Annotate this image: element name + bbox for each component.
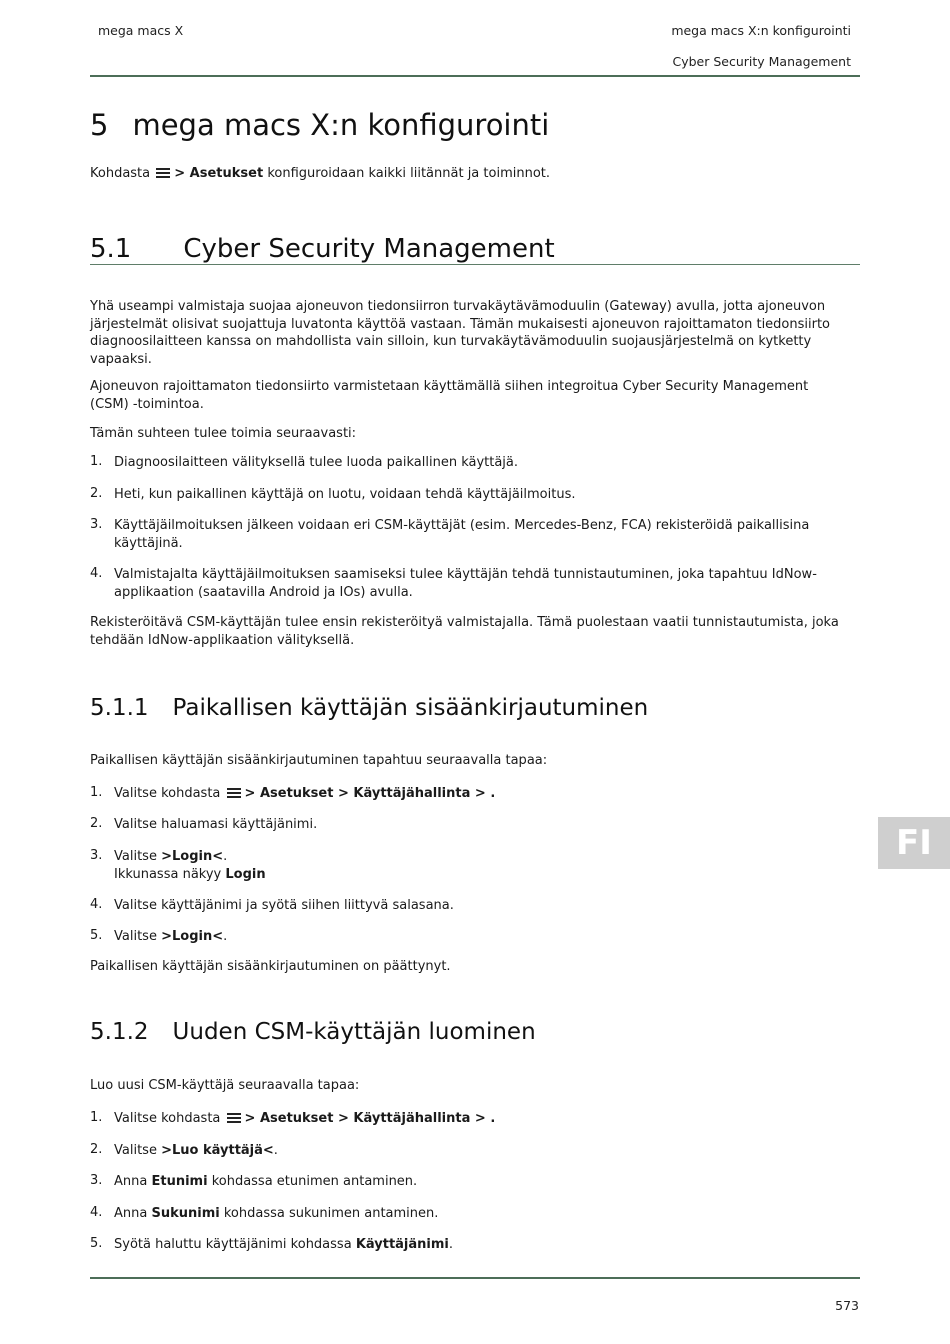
- list-number: 3.: [90, 1173, 103, 1188]
- list-item: [114, 848, 849, 883]
- paragraph: Paikallisen käyttäjän sisäänkirjautuminen tapahtuu seuraavalla tapaa:: [90, 753, 548, 768]
- step-text: Valitse: [114, 849, 157, 864]
- step-bold: Käyttäjänimi: [355, 1237, 449, 1252]
- step-bold: Login: [225, 866, 266, 882]
- step-text: Ikkunassa näkyy: [114, 866, 222, 882]
- list-item: Valmistajalta käyttäjäilmoituksen saamiseksi tulee käyttäjän tehdä tunnistautuminen, joka tapahtuu IdNow-applikaation (saatavilla Android ja IOs) avulla.: [114, 567, 817, 600]
- menu-icon: [227, 787, 241, 798]
- list-number: 4.: [90, 1205, 103, 1220]
- step-text: kohdassa etunimen antaminen.: [211, 1174, 418, 1189]
- step-text: .: [273, 1143, 278, 1158]
- header-section: Cyber Security Management: [672, 54, 851, 69]
- step-bold: >Login<: [161, 929, 224, 944]
- menu-icon: [156, 167, 170, 178]
- paragraph: Tämän suhteen tulee toimia seuraavasti:: [90, 426, 357, 441]
- step-text: kohdassa sukunimen antaminen.: [223, 1206, 439, 1221]
- step-bold: > Asetukset > Käyttäjähallinta > .: [244, 786, 496, 801]
- paragraph: Luo uusi CSM-käyttäjä seuraavalla tapaa:: [90, 1078, 360, 1093]
- step-text: Syötä haluttu käyttäjänimi kohdassa: [114, 1237, 352, 1252]
- list-number: 5.: [90, 928, 103, 943]
- step-text: Valitse: [114, 1143, 157, 1158]
- list-item: [114, 1142, 849, 1160]
- step-bold: > Asetukset > Käyttäjähallinta > .: [244, 1111, 496, 1126]
- paragraph: Ajoneuvon rajoittamaton tiedonsiirto varmistetaan käyttämällä siihen integroitua Cyber Security Management (CSM) -toimintoa.: [90, 379, 809, 412]
- chapter-title: [90, 108, 549, 142]
- list-number: 3.: [90, 848, 103, 863]
- section-title: Paikallisen käyttäjän sisäänkirjautuminen: [172, 695, 649, 721]
- header-left: mega macs X: [98, 23, 184, 38]
- list-number: 3.: [90, 517, 103, 532]
- section-number: 5.1.1: [90, 695, 149, 721]
- page-number: 573: [835, 1298, 859, 1313]
- language-tab: FI: [878, 817, 950, 869]
- chapter-title-text: mega macs X:n konfigurointi: [132, 108, 550, 142]
- list-item: Diagnoosilaitteen välityksellä tulee luoda paikallinen käyttäjä.: [114, 455, 519, 470]
- list-number: 2.: [90, 486, 103, 501]
- section-number: 5.1: [90, 234, 132, 264]
- list-item: [114, 1236, 849, 1254]
- list-number: 5.: [90, 1236, 103, 1251]
- step-text: .: [223, 849, 228, 864]
- list-item: Valitse haluamasi käyttäjänimi.: [114, 817, 318, 832]
- step-bold: Sukunimi: [151, 1206, 220, 1221]
- list-item: Valitse käyttäjänimi ja syötä siihen liittyvä salasana.: [114, 898, 454, 913]
- chapter-number: 5: [90, 108, 109, 142]
- step-bold: >Luo käyttäjä<: [161, 1143, 274, 1158]
- list-number: 1.: [90, 454, 103, 469]
- footer-rule: [90, 1277, 860, 1279]
- paragraph: Rekisteröitävä CSM-käyttäjän tulee ensin rekisteröityä valmistajalla. Tämä puolestaan vaatii tunnistautumista, joka tehdään IdNow-applikaation välityksellä.: [90, 615, 839, 648]
- step-text: .: [223, 929, 228, 944]
- list-item: [114, 1173, 849, 1191]
- list-number: 4.: [90, 566, 103, 581]
- step-text: Valitse: [114, 929, 157, 944]
- step-bold: Etunimi: [151, 1174, 208, 1189]
- list-item: [114, 1110, 849, 1128]
- list-number: 2.: [90, 1142, 103, 1157]
- step-text: Valitse kohdasta: [114, 1111, 221, 1126]
- list-item: [114, 1205, 849, 1223]
- section-rule: [90, 264, 860, 265]
- list-number: 1.: [90, 1110, 103, 1125]
- header-chapter: mega macs X:n konfigurointi: [671, 23, 851, 38]
- section-heading-5-1-2: [90, 1019, 536, 1045]
- list-item: Heti, kun paikallinen käyttäjä on luotu, voidaan tehdä käyttäjäilmoitus.: [114, 487, 576, 502]
- step-bold: >Login<: [161, 849, 224, 864]
- section-title: Cyber Security Management: [183, 234, 555, 264]
- step-text: Anna: [114, 1206, 148, 1221]
- intro-paragraph: [90, 165, 850, 183]
- paragraph: Paikallisen käyttäjän sisäänkirjautuminen on päättynyt.: [90, 959, 451, 974]
- step-text: .: [448, 1237, 454, 1252]
- section-number: 5.1.2: [90, 1019, 149, 1045]
- step-text: Valitse kohdasta: [114, 786, 221, 801]
- list-item: Käyttäjäilmoituksen jälkeen voidaan eri CSM-käyttäjät (esim. Mercedes-Benz, FCA) rekisteröidä paikallisina käyttäjinä.: [114, 518, 810, 551]
- list-item: [114, 928, 849, 946]
- step-text: Anna: [114, 1174, 148, 1189]
- list-item: [114, 785, 849, 803]
- section-title: Uuden CSM-käyttäjän luominen: [172, 1019, 536, 1045]
- intro-text: Kohdasta: [90, 166, 151, 181]
- intro-text-after: konfiguroidaan kaikki liitännät ja toiminnot.: [267, 166, 551, 181]
- header-rule: [90, 75, 860, 77]
- paragraph: Yhä useampi valmistaja suojaa ajoneuvon tiedonsiirron turvakäytävämoduulin (Gateway) avulla, jotta ajoneuvon järjestelmät olisivat suojattuja luvatonta käyttöä vastaan. Tämän mukaisesti ajoneuvon rajoittamaton tiedonsiirto diagnoosilaitteen kanssa on mahdollista vain silloin, kun turvakäytävämoduulin suojausjärjestelmä on kytketty vapaaksi.: [90, 299, 831, 367]
- list-number: 2.: [90, 816, 103, 831]
- intro-bold: > Asetukset: [174, 166, 264, 181]
- section-heading-5-1-1: [90, 695, 648, 721]
- list-number: 4.: [90, 897, 103, 912]
- menu-icon: [227, 1112, 241, 1123]
- list-number: 1.: [90, 785, 103, 800]
- section-heading-5-1: [90, 234, 555, 264]
